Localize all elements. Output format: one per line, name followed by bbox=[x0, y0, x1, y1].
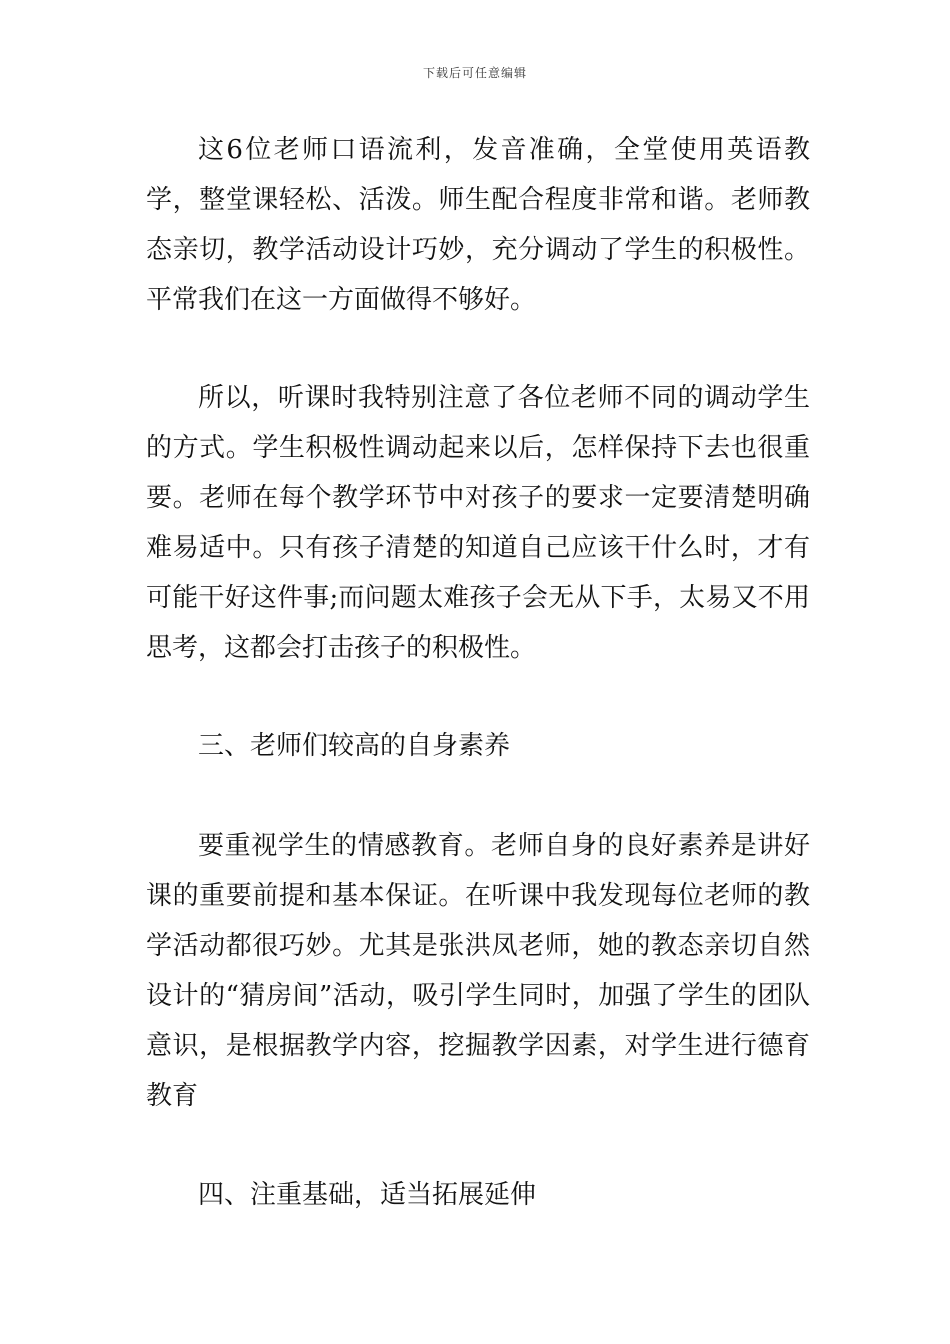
paragraph-motivation: 所以，听课时我特别注意了各位老师不同的调动学生的方式。学生积极性调动起来以后，怎样保持下去也很重要。老师在每个教学环节中对孩子的要求一定要清楚明确难易适中。只有孩子清楚的知道自己应该干什么时，才有可能干好这件事;而问题太难孩子会无从下手，太易又不用思考，这都会打击孩子的积极性。 bbox=[146, 383, 810, 663]
section-heading-3: 三、老师们较高的自身素养 bbox=[198, 731, 511, 761]
paragraph-emotional-education: 要重视学生的情感教育。老师自身的良好素养是讲好课的重要前提和基本保证。在听课中我发现每位老师的教学活动都很巧妙。尤其是张洪凤老师，她的教态亲切自然设计的“猜房间”活动，吸引学生同时，加强了学生的团队意识，是根据教学内容，挖掘教学因素，对学生进行德育教育 bbox=[146, 831, 810, 1111]
paragraph-teacher-fluency: 这6位老师口语流利，发音准确，全堂使用英语教学，整堂课轻松、活泼。师生配合程度非常和谐。老师教态亲切，教学活动设计巧妙，充分调动了学生的积极性。平常我们在这一方面做得不够好。 bbox=[146, 135, 810, 315]
page-header: 下载后可任意编辑 bbox=[422, 66, 527, 80]
section-heading-4: 四、注重基础，适当拓展延伸 bbox=[198, 1180, 537, 1210]
